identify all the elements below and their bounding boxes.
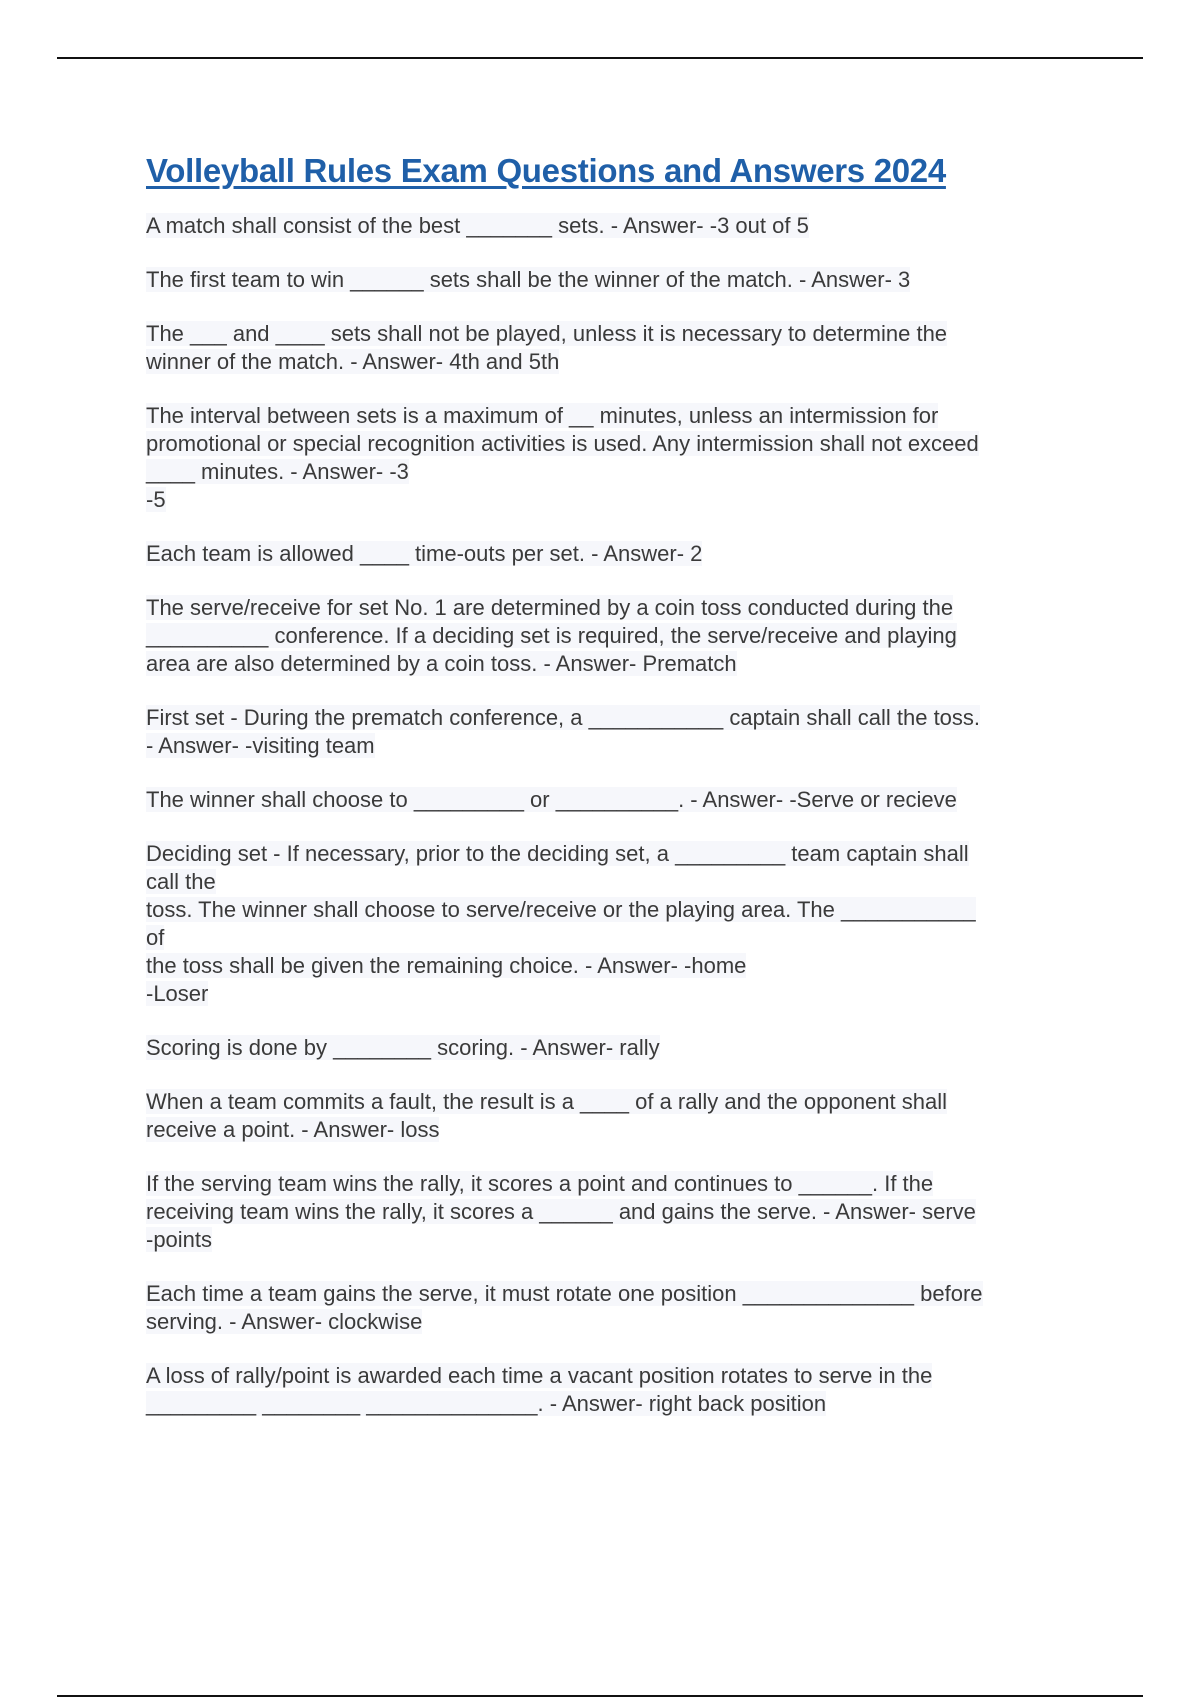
document-title: Volleyball Rules Exam Questions and Answers 2024 bbox=[146, 152, 946, 189]
qa-text: The ___ and ____ sets shall not be played, unless it is necessary to determine the winner of the match. - Answer- 4th and 5th bbox=[146, 321, 948, 374]
qa-item-5 bbox=[146, 540, 1076, 568]
qa-item-10 bbox=[146, 1034, 1076, 1062]
qa-text: Scoring is done by ________ scoring. - Answer- rally bbox=[146, 1035, 660, 1060]
qa-item-9 bbox=[146, 840, 1076, 1008]
qa-item-14 bbox=[146, 1362, 1076, 1418]
qa-item-3 bbox=[146, 320, 1076, 376]
qa-text: The serve/receive for set No. 1 are determined by a coin toss conducted during the __________ conference. If a deciding set is required, the serve/receive and playing area are also determined by a coin toss. - Answer- Prematch bbox=[146, 595, 957, 676]
qa-text: First set - During the prematch conference, a ___________ captain shall call the toss. - Answer- -visiting team bbox=[146, 705, 981, 758]
qa-item-13 bbox=[146, 1280, 1076, 1336]
qa-text: A match shall consist of the best _______ sets. - Answer- -3 out of 5 bbox=[146, 213, 809, 238]
qa-item-12 bbox=[146, 1170, 1076, 1254]
qa-item-7 bbox=[146, 704, 1076, 760]
qa-text: The interval between sets is a maximum of __ minutes, unless an intermission for promotional or special recognition activities is used. Any intermission shall not exceed ____ minutes. - Answer- -3 -5 bbox=[146, 403, 979, 512]
qa-text: The first team to win ______ sets shall be the winner of the match. - Answer- 3 bbox=[146, 267, 911, 292]
qa-item-1 bbox=[146, 212, 1076, 240]
qa-text: When a team commits a fault, the result is a ____ of a rally and the opponent shall receive a point. - Answer- loss bbox=[146, 1089, 948, 1142]
qa-item-4 bbox=[146, 402, 1076, 514]
qa-text: If the serving team wins the rally, it scores a point and continues to ______. If the receiving team wins the rally, it scores a ______ and gains the serve. - Answer- serve -points bbox=[146, 1171, 976, 1252]
qa-item-6 bbox=[146, 594, 1076, 678]
top-rule bbox=[57, 57, 1143, 59]
qa-text: A loss of rally/point is awarded each time a vacant position rotates to serve in the _________ ________ ______________. - Answer- right back position bbox=[146, 1363, 933, 1416]
qa-item-11 bbox=[146, 1088, 1076, 1144]
qa-text: The winner shall choose to _________ or __________. - Answer- -Serve or recieve bbox=[146, 787, 957, 812]
qa-item-2 bbox=[146, 266, 1076, 294]
qa-text: Deciding set - If necessary, prior to the deciding set, a _________ team captain shall call the toss. The winner shall choose to serve/receive or the playing area. The ___________ of the toss shall be given the remaining choice. - Answer- -home -Loser bbox=[146, 841, 976, 1006]
bottom-rule bbox=[57, 1695, 1143, 1697]
qa-text: Each time a team gains the serve, it must rotate one position ______________ before serving. - Answer- clockwise bbox=[146, 1281, 983, 1334]
qa-text: Each team is allowed ____ time-outs per set. - Answer- 2 bbox=[146, 541, 703, 566]
qa-item-8 bbox=[146, 786, 1076, 814]
document-body bbox=[146, 148, 1076, 1444]
